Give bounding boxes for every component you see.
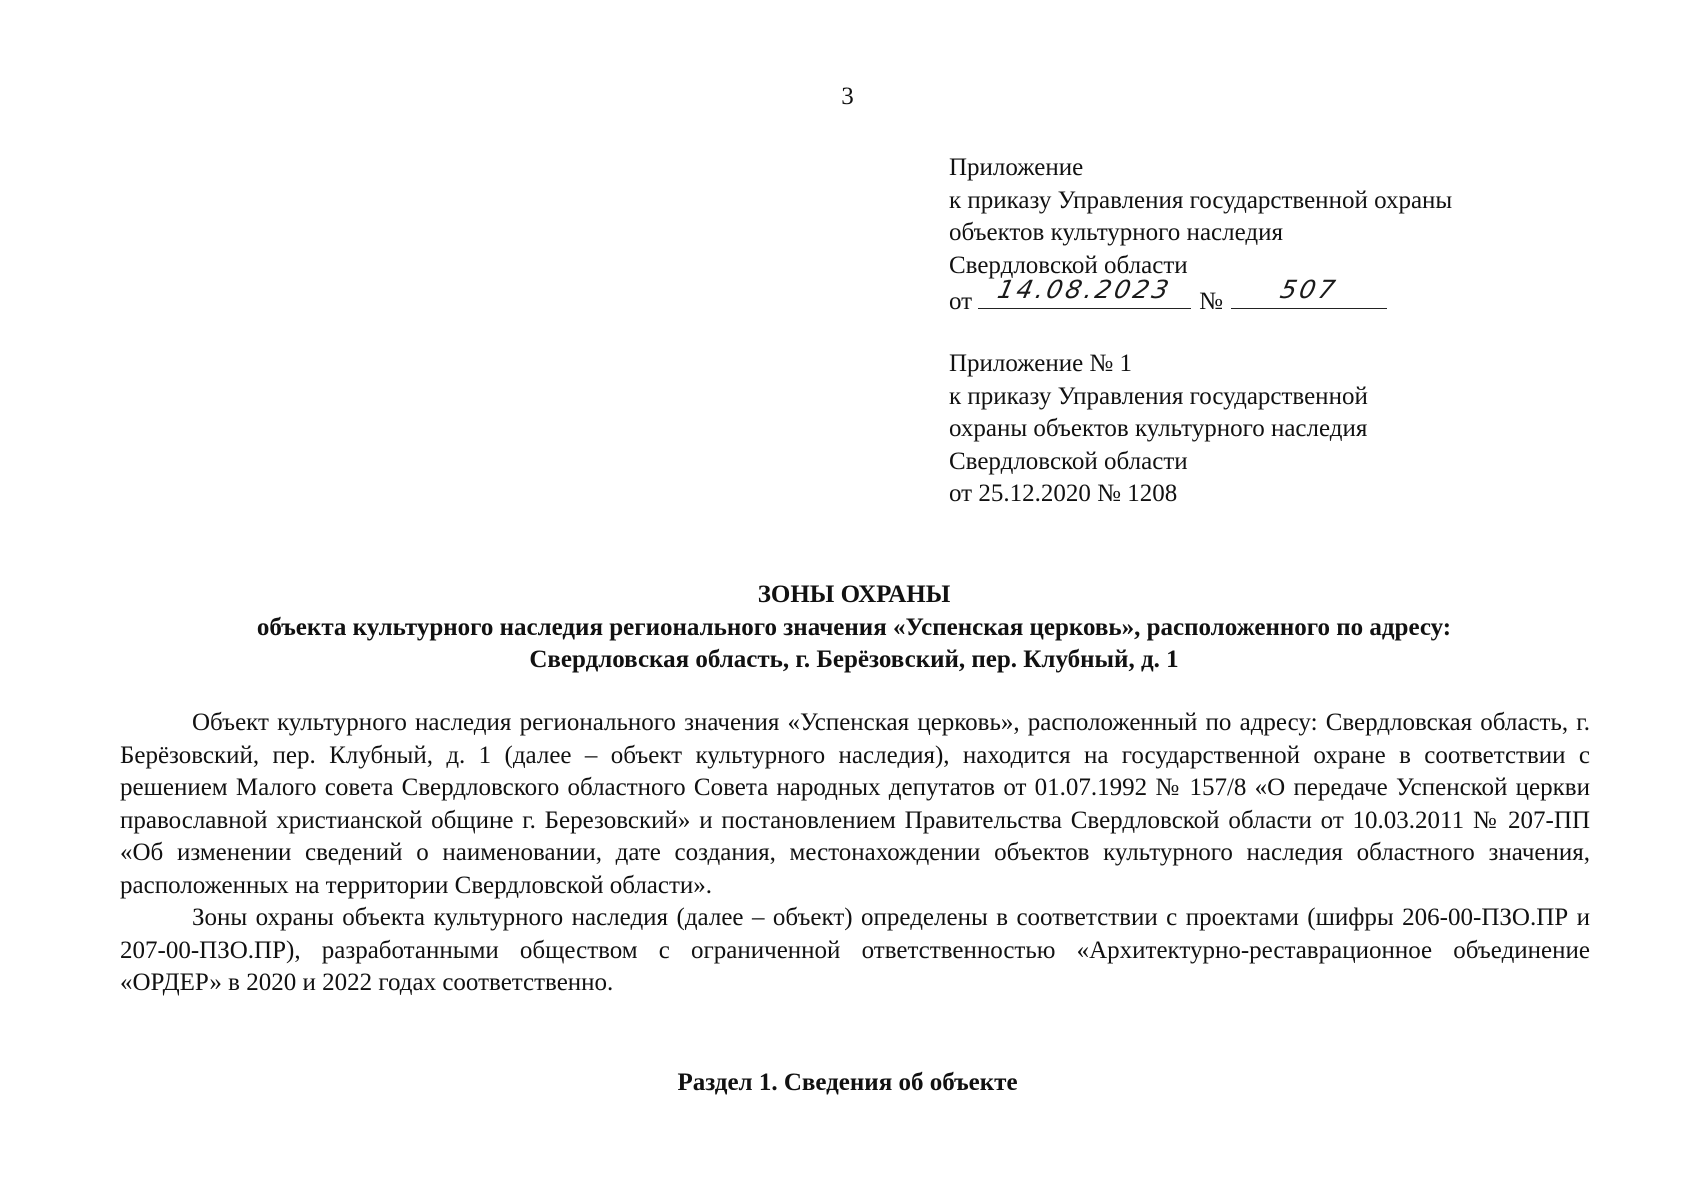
section-heading: Раздел 1. Сведения об объекте (677, 1069, 1018, 1096)
date-field (978, 275, 1191, 309)
approval-label: Приложение (949, 154, 1084, 181)
approval-block-original (949, 348, 1589, 511)
approval-original-date-line: от 25.12.2020 № 1208 (949, 480, 1178, 507)
page-number: 3 (841, 83, 854, 110)
approval-authority-line: объектов культурного наследия (949, 219, 1283, 246)
body-paragraph-1: Объект культурного наследия регионального значения «Успенская церковь», расположенный по адресу: Свердловская область, г. Берёзовский, пер. Клубный, д. 1 (далее – объект культурного наследия), находится на государственной охране в соответствии с решением Малого совета Свердловского областного Совета народных депутатов от 01.07.1992 № 157/8 «О передаче Успенской церкви православной христианской общине г. Березовский» и постановлением Правительства Свердловской области от 10.03.2011 № 207-ПП «Об изменении сведений о наименовании, дате создания, местонахождении объектов культурного наследия областного значения, расположенных на территории Свердловской области». (120, 709, 1590, 899)
approval-order-line: к приказу Управления государственной охраны (949, 186, 1453, 214)
approval-block-current (949, 152, 1589, 319)
approval-original-region-line: Свердловской области (949, 447, 1188, 475)
document-subtitle-line2: Свердловская область, г. Берёзовский, пер. Клубный, д. 1 (529, 646, 1179, 673)
approval-original-order-line: к приказу Управления государственной (949, 382, 1368, 410)
document-title: ЗОНЫ ОХРАНЫ (757, 581, 951, 608)
approval-region-line: Свердловской области (949, 251, 1188, 279)
approval-original-label: Приложение № 1 (949, 350, 1133, 377)
approval-original-authority-line: охраны объектов культурного наследия (949, 415, 1368, 442)
approval-date-number-line (949, 275, 1589, 319)
number-sign: № (1199, 288, 1223, 315)
date-prefix: от (949, 288, 973, 315)
document-body (120, 707, 1590, 1000)
handwritten-date: 14.08.2023 (995, 275, 1175, 304)
document-subtitle-line1: объекта культурного наследия регионального значения «Успенская церковь», расположенного по адресу: (256, 614, 1452, 641)
handwritten-number: 507 (1277, 275, 1341, 304)
body-paragraph-2: Зоны охраны объекта культурного наследия (далее – объект) определены в соответствии с проектами (шифры 206-00-ПЗО.ПР и 207-00-ПЗО.ПР), разработанными обществом с ограниченной ответственностью «Архитектурно-реставрационное объединение «ОРДЕР» в 2020 и 2022 годах соответственно. (120, 904, 1590, 996)
number-field (1231, 275, 1387, 309)
